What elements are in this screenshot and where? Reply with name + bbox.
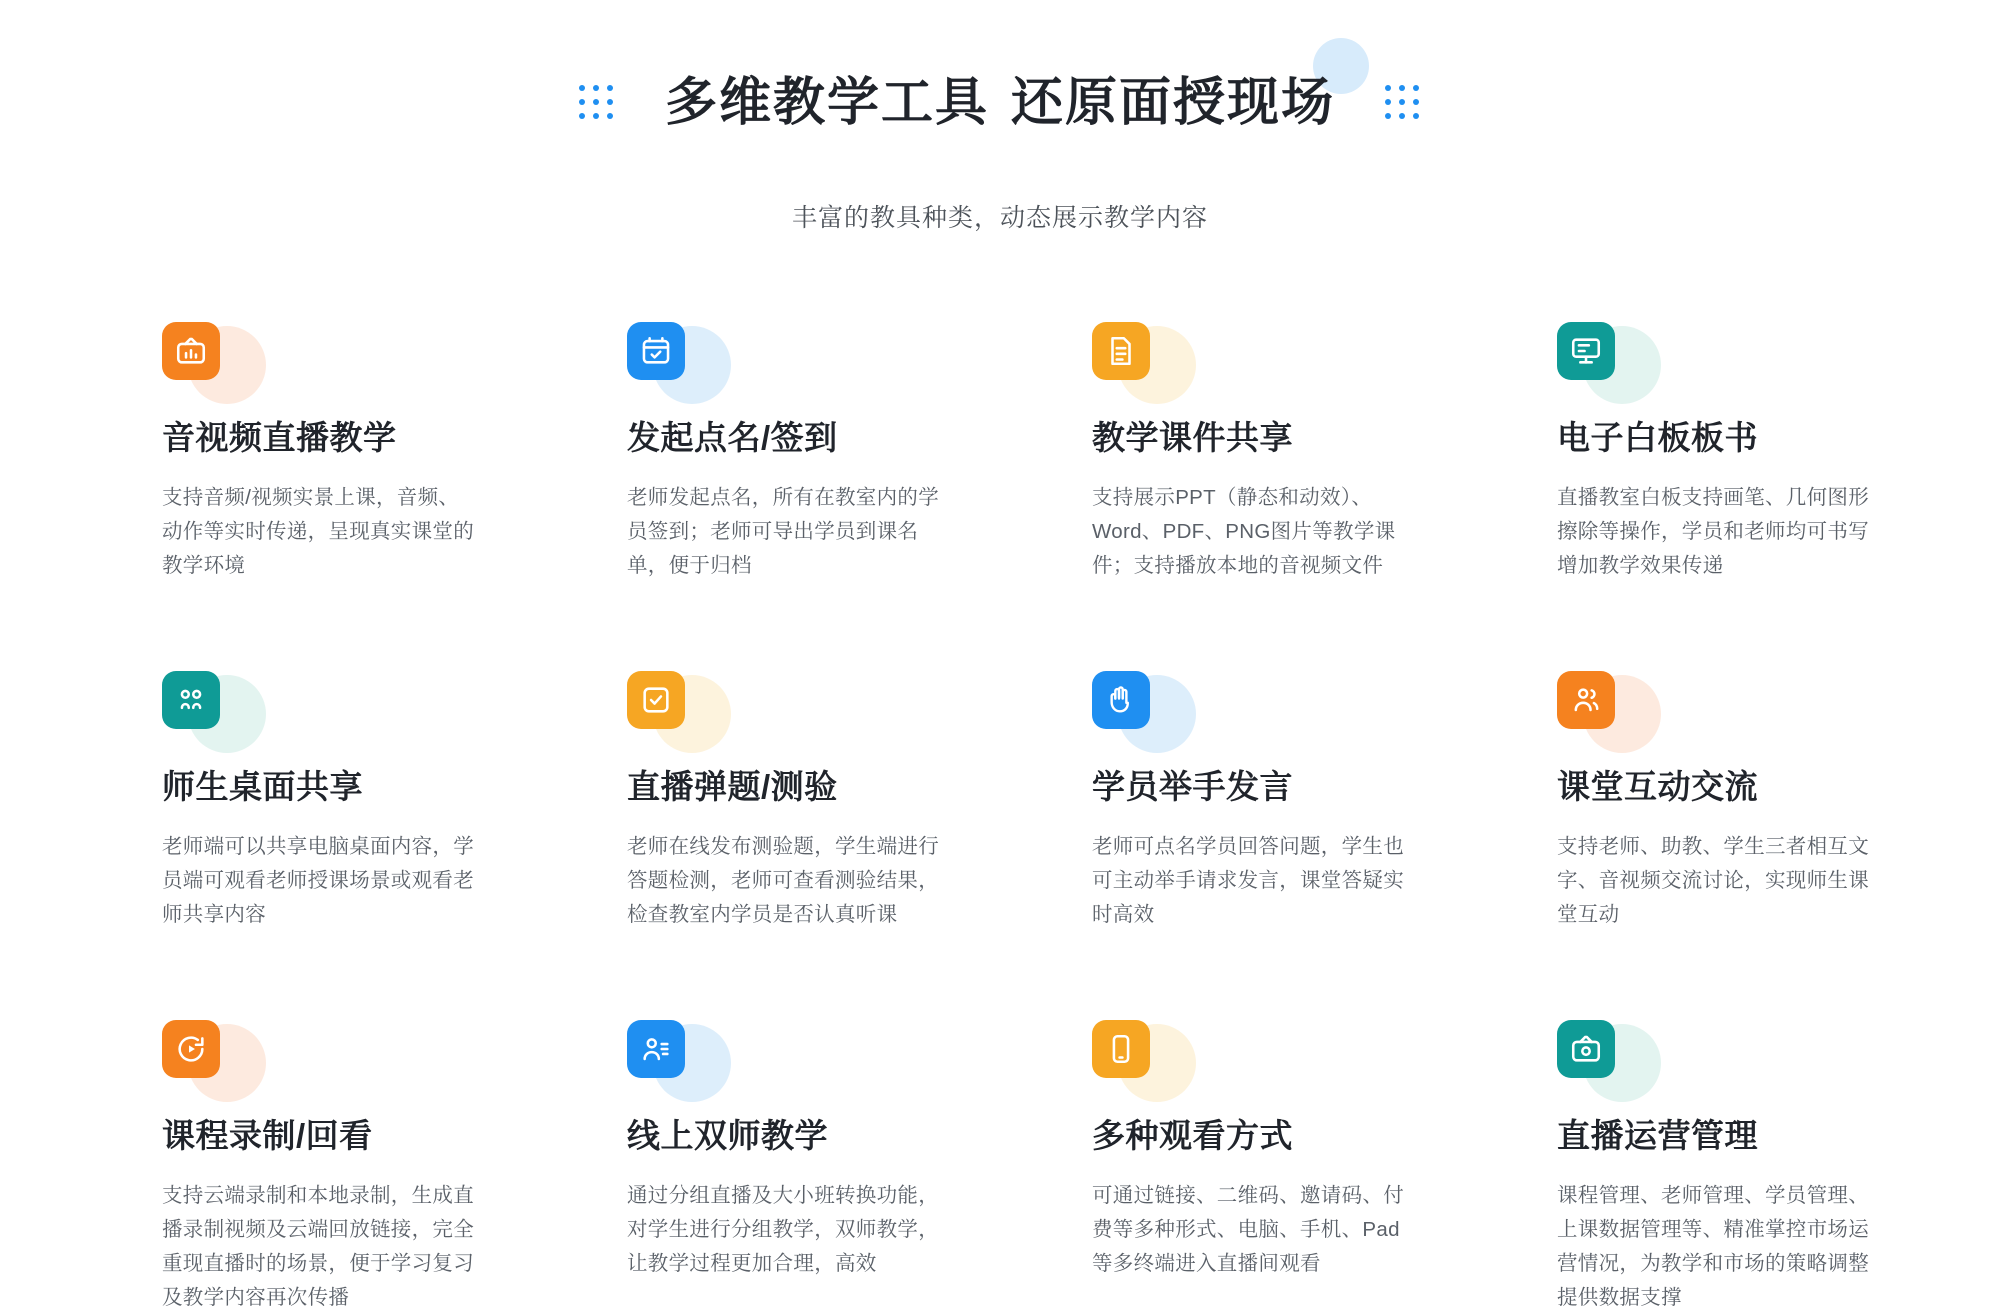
title-row bbox=[665, 42, 1335, 164]
feature-description: 支持展示PPT（静态和动效）、Word、PDF、PNG图片等教学课件；支持播放本地的音视频文件 bbox=[1092, 485, 1396, 577]
feature-title: 课程录制/回看 bbox=[162, 1116, 373, 1154]
group-interaction-icon bbox=[1557, 671, 1615, 729]
screen-share-icon bbox=[162, 671, 220, 729]
feature-title: 学员举手发言 bbox=[1092, 767, 1293, 805]
page-title bbox=[664, 73, 1336, 132]
feature-description: 通过分组直播及大小班转换功能，对学生进行分组教学，双师教学，让教学过程更加合理，高效 bbox=[627, 1183, 939, 1275]
broadcast-management-icon bbox=[1557, 1020, 1615, 1078]
dot-grid-icon bbox=[579, 85, 615, 121]
whiteboard-icon bbox=[1557, 322, 1615, 380]
calendar-check-icon bbox=[627, 322, 685, 380]
feature-title: 教学课件共享 bbox=[1092, 418, 1293, 456]
feature-card bbox=[1000, 1020, 1465, 1315]
feature-description: 老师在线发布测验题，学生端进行答题检测，老师可查看测验结果，检查教室内学员是否认真听课 bbox=[627, 834, 939, 926]
record-playback-icon bbox=[162, 1020, 220, 1078]
feature-title: 直播运营管理 bbox=[1557, 1116, 1758, 1154]
feature-title: 多种观看方式 bbox=[1092, 1116, 1293, 1154]
feature-title: 线上双师教学 bbox=[627, 1116, 828, 1154]
feature-card bbox=[1000, 322, 1465, 583]
feature-title: 直播弹题/测验 bbox=[627, 767, 838, 805]
feature-card bbox=[1000, 671, 1465, 932]
feature-card bbox=[70, 1020, 535, 1315]
raise-hand-icon bbox=[1092, 671, 1150, 729]
feature-card bbox=[70, 671, 535, 932]
feature-description: 支持老师、助教、学生三者相互文字、音视频交流讨论，实现师生课堂互动 bbox=[1557, 834, 1869, 926]
feature-title: 音视频直播教学 bbox=[162, 418, 397, 456]
dot-grid-icon bbox=[1385, 85, 1421, 121]
live-video-icon bbox=[162, 322, 220, 380]
feature-card bbox=[1465, 671, 1930, 932]
feature-description: 直播教室白板支持画笔、几何图形擦除等操作，学员和老师均可书写增加教学效果传递 bbox=[1557, 485, 1869, 577]
feature-description: 老师发起点名，所有在教室内的学员签到；老师可导出学员到课名单，便于归档 bbox=[627, 485, 939, 577]
dual-teacher-icon bbox=[627, 1020, 685, 1078]
page-title-part2: 还原面授现场 bbox=[1011, 73, 1336, 132]
feature-description: 课程管理、老师管理、学员管理、上课数据管理等、精准掌控市场运营情况，为教学和市场的策略调整提供数据支撑 bbox=[1557, 1183, 1869, 1309]
feature-title: 师生桌面共享 bbox=[162, 767, 363, 805]
document-share-icon bbox=[1092, 322, 1150, 380]
page-header bbox=[0, 0, 2000, 234]
feature-card bbox=[535, 671, 1000, 932]
feature-card bbox=[1465, 322, 1930, 583]
page-title-part1: 多维教学工具 bbox=[664, 73, 989, 132]
feature-grid bbox=[70, 322, 1930, 1315]
feature-card bbox=[1465, 1020, 1930, 1315]
page-subtitle: 丰富的教具种类，动态展示教学内容 bbox=[791, 203, 1208, 232]
feature-description: 老师可点名学员回答问题，学生也可主动举手请求发言，课堂答疑实时高效 bbox=[1092, 834, 1404, 926]
feature-description: 支持音频/视频实景上课，音频、动作等实时传递，呈现真实课堂的教学环境 bbox=[162, 485, 474, 577]
feature-card bbox=[535, 1020, 1000, 1315]
feature-description: 可通过链接、二维码、邀请码、付费等多种形式、电脑、手机、Pad等多终端进入直播间观看 bbox=[1092, 1183, 1404, 1275]
feature-title: 课堂互动交流 bbox=[1557, 767, 1758, 805]
feature-title: 电子白板板书 bbox=[1557, 418, 1758, 456]
feature-title: 发起点名/签到 bbox=[627, 418, 838, 456]
quiz-icon bbox=[627, 671, 685, 729]
feature-description: 老师端可以共享电脑桌面内容，学员端可观看老师授课场景或观看老师共享内容 bbox=[162, 834, 474, 926]
multi-device-icon bbox=[1092, 1020, 1150, 1078]
feature-description: 支持云端录制和本地录制，生成直播录制视频及云端回放链接，完全重现直播时的场景，便于学习复习及教学内容再次传播 bbox=[162, 1183, 474, 1309]
feature-card bbox=[535, 322, 1000, 583]
feature-card bbox=[70, 322, 535, 583]
